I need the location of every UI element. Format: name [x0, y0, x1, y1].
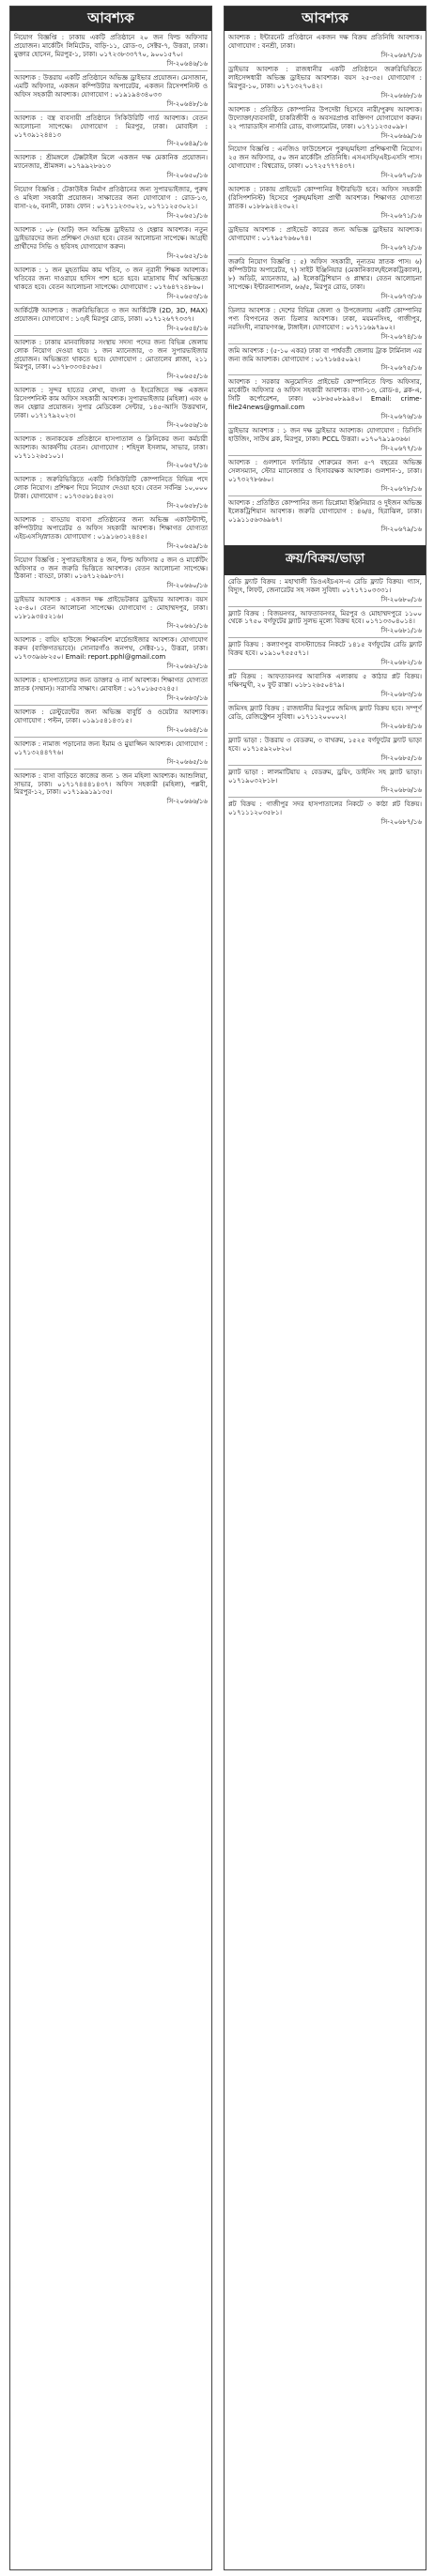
- ad-item: [14, 770, 208, 809]
- ad-item: [228, 575, 422, 607]
- ad-code: সি-২০৬৭৪/১৬: [380, 332, 422, 341]
- ad-text: জরুরি নিয়োগ বিজ্ঞপ্তি : ৫) অফিস সহকারী, নূন্যতম স্নাতক পাস। ৬) কম্পিউটার অপারেটর, ৭) সাইট ইঞ্জিনিয়ার (মেকানিক্যাল/ইলেকট্রিক্যাল), ৮) অডিট, ম্যানেজার, ৯) ইলেকট্রিশিয়ান ও প্লাম্বার। বেতন আলোচনা সাপেক্ষে। ইন্টারন্যাশনাল, ৬৬/৫, মিরপুর রোড, ঢাকা।: [228, 257, 422, 291]
- ad-code: সি-২০৬৬১/১৬: [166, 622, 208, 631]
- ad-item: [228, 638, 422, 670]
- ad-code: সি-২০৬৬৬/১৬: [166, 798, 208, 806]
- ad-code: সি-২০৬৫৬/১৬: [166, 421, 208, 430]
- buy-sell-rent-ad-list: [225, 575, 426, 829]
- ad-item: [14, 706, 208, 738]
- ad-text: আবশ্যক : রেস্টুরেন্টের জন্য অভিজ্ঞ বাবুর্চি ও ওয়েটার আবশ্যক। যোগাযোগ : পল্টন, ঢাকা। ০১৯১৫৪১৪৩১৫।: [14, 708, 208, 724]
- ad-code: সি-২০৬৮৭/১৬: [380, 817, 422, 826]
- ad-item: [228, 734, 422, 766]
- ad-item: [14, 112, 208, 152]
- left-column: [9, 6, 212, 2570]
- ad-item: [14, 738, 208, 770]
- ad-code: সি-২০৬৫৭/১৬: [166, 461, 208, 469]
- ad-text: আবশ্যক : ১ জন মুহতামিম কাম খতিব, ৩ জন নূরানী শিক্ষক আবশ্যক। খতিবের জন্য দাওরায়ে হাদিস পাশ হতে হবে। মাদ্রাসায় দীর্ঘ অভিজ্ঞতা থাকতে হবে। বেতন আলোচনা সাপেক্ষে। যোগাযোগ : ০১৭৬৪৭২৪৮৬০।: [14, 266, 208, 291]
- ad-text: ড্রাইভার আবশ্যক : প্রাইভেট কারের জন্য অভিজ্ঞ ড্রাইভার আবশ্যক। যোগাযোগ : ০১৭৯৫৭৬৬০৭৪।: [228, 226, 422, 243]
- ad-text: আবশ্যক : প্রতিষ্ঠিত কোম্পানির উপদেষ্টা হিসেবে নারী/পুরুষ আবশ্যক। উদ্যোক্তা/ব্যবসায়ী, চাকরিজীবী ও অবসরপ্রাপ্ত ব্যক্তিগণ যোগাযোগ করুন। ২২ প্যারাডাইস নার্সারি রোড, বাংলামোটর, ঢাকা। ০১৭১১২৩৫০৯৮।: [228, 105, 422, 130]
- left-ad-list: [10, 31, 211, 808]
- ad-code: সি-২০৬৬৪/১৬: [166, 725, 208, 734]
- ad-text: আবশ্যক : শ্রীমঙ্গলে টেক্সটাইল মিলে একজন দক্ষ মেকানিক প্রয়োজন। ম্যানেজার, শ্রীমঙ্গল। ০১৭৯৯২৮৬১৩: [14, 154, 208, 171]
- ad-item: [14, 304, 208, 336]
- ad-item: [14, 223, 208, 264]
- ad-text: ডিলার আবশ্যক : দেশের বিভিন্ন জেলা ও উপজেলায় একটি কোম্পানির পণ্য বিপণনের জন্য ডিলার আবশ্যক। ঢাকা, ময়মনসিংহ, গাজীপুর, নরসিংদী, নারায়ণগঞ্জ, টাঙ্গাইল। যোগাযোগ : ০১৭১১৬৯৭৯০২।: [228, 306, 422, 331]
- ad-text: ফ্ল্যাট ভাড়া : উত্তরায় ৩ বেডরুম, ৩ বাথরুম, ১৫২৫ বর্গফুটের ফ্ল্যাট ভাড়া হবে। ০১৭১৫৯২০৮২০।: [228, 736, 422, 753]
- ad-text: ফ্ল্যাট বিক্রয় : কল্যাণপুর বাসস্ট্যান্ডের নিকটে ১৪১৫ বর্গফুটের রেডি ফ্ল্যাট বিক্রয় হবে। ০১৯১০৭৫৫৫৭১।: [228, 641, 422, 658]
- ad-text: আবশ্যক : গুলশানে ফার্নিচার শোরুমের জন্য ৫-৭ বছরের অভিজ্ঞ সেলসম্যান, স্টোর ম্যানেজার ও হিসাবরক্ষক আবশ্যক। গুলশান-১, ঢাকা। ০১৭৩২৭৮৬৬০।: [228, 459, 422, 483]
- ad-code: সি-২০৬৫০/১৬: [166, 172, 208, 180]
- ad-text: ফ্ল্যাট ভাড়া : লালমাটিয়ায় ২ বেডরুম, ড্রয়িং, ডাইনিং সহ ফ্ল্যাট ভাড়া। ০১৭১৯০৩২৮১৮।: [228, 768, 422, 785]
- ad-item: [14, 264, 208, 304]
- ad-item: [228, 183, 422, 223]
- ad-item: [14, 384, 208, 433]
- ad-code: সি-২০৬৮৩/১৬: [380, 691, 422, 699]
- ad-text: নিয়োগ বিজ্ঞপ্তি : ঢাকায় একটি প্রতিষ্ঠানে ২০ জন ফিল্ড অফিসার প্রয়োজন। মার্কেটিং লিমিটেড, বাড়ি-১১, রোড-৩, সেক্টর-৭, উত্তরা, ঢাকা। মুক্তার হোসেন, মিরপুর-১, ঢাকা। ০১৭২৩৮৩৩৭৭০, ৯০০১৫৭০।: [14, 34, 208, 58]
- ad-code: সি-২০৬৫২/১৬: [166, 252, 208, 260]
- ad-code: সি-২০৬৫৩/১৬: [166, 292, 208, 300]
- ad-code: সি-২০৬৭৩/১৬: [380, 292, 422, 300]
- ad-code: সি-২০৬৫৫/১৬: [166, 373, 208, 381]
- ad-item: [228, 766, 422, 798]
- ad-text: ড্রাইভার আবশ্যক : রাজধানীর একটি প্রতিষ্ঠানে জরুরিভিত্তিতে লাইসেন্সধারী অভিজ্ঞ ড্রাইভার আবশ্যক। বয়স ২৫-৩৫। যোগাযোগ : মিরপুর-১০, ঢাকা। ০১৭১৩২৭০৪২।: [228, 65, 422, 90]
- ad-code: সি-২০৬৪৬/১৬: [166, 59, 208, 68]
- ad-code: সি-২০৬৬৫/১৬: [166, 757, 208, 766]
- ad-item: [228, 670, 422, 702]
- ad-item: [14, 554, 208, 594]
- ad-code: সি-২০৬৮২/১৬: [380, 659, 422, 667]
- ad-text: আবশ্যক : সরকার অনুমোদিত প্রাইভেট কোম্পানিতে ফিল্ড অফিসার, মার্কেটিং অফিসার ও অফিস সহকারী আবশ্যক। বাসা-১৩, রোড-৪, ব্লক-এ, সিটি কর্পোরেশন, ঢাকা। ০১৮৬৫০৮৯৯৪০। Email: crime-file24news@gmail.com: [228, 378, 422, 412]
- ad-text: ড্রাইভার আবশ্যক : ১ জন দক্ষ ড্রাইভার আবশ্যক। যোগাযোগ : ডিসিসি হাউজিং, সাউথ ব্লক, মিরপুর, ঢাকা। PCCL উত্তরা। ০১৭০৭৯১৯৩৬৬।: [228, 427, 422, 444]
- ad-item: [14, 183, 208, 223]
- ad-text: আবশ্যক : বায়িং হাউজে শিক্ষানবিশ মার্চেন্ডাইজার আবশ্যক। যোগাযোগ করুন (ব্যক্তিগতভাবে)। সোনারগাঁও জনপথ, সেক্টর-১১, উত্তরা, ঢাকা। ০১৭৩৩৯৬৮২৫০। Email: report.pphl@gmail.com: [14, 636, 208, 662]
- ad-code: সি-২০৬৬৭/১৬: [380, 51, 422, 59]
- ad-item: [228, 798, 422, 829]
- ad-code: সি-২০৬৭৯/১৬: [380, 525, 422, 533]
- ad-code: সি-২০৬৭২/১৬: [380, 244, 422, 252]
- ad-item: [14, 433, 208, 473]
- ad-item: [14, 633, 208, 674]
- ad-code: সি-২০৬৮৬/১৬: [380, 785, 422, 794]
- ad-item: [228, 63, 422, 103]
- ad-text: নিয়োগ বিজ্ঞপ্তি : টেকাউইক নির্মাণ প্রতিষ্ঠানের জন্য সুপারভাইজার, পুরুষ ও মহিলা সহকারী প্রয়োজন। সাক্ষাতের জন্য যোগাযোগ : রোড-১৩, বাসা-২৬, বনানী, ঢাকা। ফোন : ০১৭১১২৩৩০২১, ০১৭১১২৫৩০২১।: [14, 186, 208, 211]
- ad-code: সি-২০৬৭৭/১৬: [380, 445, 422, 453]
- ad-item: [228, 103, 422, 144]
- ad-code: সি-২০৬৭১/১৬: [380, 212, 422, 221]
- right-section-header: আবশ্যক: [225, 7, 426, 31]
- ad-code: সি-২০৬৫১/১৬: [166, 212, 208, 221]
- ad-code: সি-২০৬৮০/১৬: [380, 595, 422, 603]
- ad-item: [14, 593, 208, 633]
- ad-code: সি-২০৬৭৬/১৬: [380, 413, 422, 421]
- buy-sell-rent-header: ক্রয়/বিক্রয়/ভাড়া: [225, 545, 426, 575]
- ad-code: সি-২০৬৫৪/১৬: [166, 324, 208, 332]
- ad-item: [14, 31, 208, 71]
- ad-text: আবশ্যক : ঢাকায় প্রাইভেট কোম্পানির ইন্টারভিউ হবে। অফিস সহকারী (রিসিপশনিস্ট) হিসেবে পুরুষ/মহিলা প্রার্থী আবশ্যক। শিক্ষাগত যোগ্যতা স্নাতক। ০১৮৮৯২৪২৩০২।: [228, 186, 422, 211]
- ad-item: [228, 424, 422, 456]
- ad-text: আবশ্যক : হাসপাতালের জন্য ডাক্তার ও নার্স আবশ্যক। শিক্ষাগত যোগ্যতা স্নাতক (সম্মান)। সরাসরি সাক্ষাৎ। মোবাইল : ০১৭০১৬৫৩২৪৫।: [14, 677, 208, 693]
- ad-code: সি-২০৬৭৫/১৬: [380, 364, 422, 373]
- ad-item: [228, 143, 422, 183]
- ad-text: ফ্ল্যাট বিক্রয় : বিজয়নগর, আফতাবনগর, মিরপুর ও মোহাম্মদপুরে ১১০০ থেকে ১৭৫০ বর্গফুটের ফ্ল্যাট সুলভ মূল্যে বিক্রয় হবে। ০১৭১৩৩০৪০১৪।: [228, 609, 422, 626]
- ad-item: [14, 151, 208, 183]
- ad-code: সি-২০৬৬২/১৬: [166, 663, 208, 671]
- ad-item: [228, 375, 422, 424]
- right-column: [224, 6, 426, 2570]
- ad-text: আবশ্যক : প্রতিষ্ঠিত কোম্পানির জন্য ডিপ্লোমা ইঞ্জিনিয়ার ও দুইজন অভিজ্ঞ ইলেকট্রিশিয়ান আবশ্যক। জরুরি যোগাযোগ : ৪৬/৪, হিরাঝিল, ঢাকা। ০১৯১১৫৬৩৬৯৬৭।: [228, 498, 422, 524]
- ad-code: সি-২০৬৫৮/১৬: [166, 501, 208, 510]
- ad-item: [228, 496, 422, 536]
- ad-text: জমি আবশ্যক : (৫-১০ একর) ঢাকা বা পার্শ্ববর্তী জেলায় ট্রাক টার্মিনাল এর জন্য জমি আবশ্যক। যোগাযোগ : ০১৭১৬৪৫০৯২।: [228, 346, 422, 363]
- ad-code: সি-২০৬৮৫/১৬: [380, 754, 422, 762]
- ad-text: নিয়োগ বিজ্ঞপ্তি : সুপারভাইজার ৪ জন, ফিল্ড অফিসার ৫ জন ও মার্কেটিং অফিসার ৩ জন জরুরি ভিত্তিতে আবশ্যক। বেতন আলোচনা সাপেক্ষে। ঠিকানা : বাড্ডা, ঢাকা। ০১৬৭১২৬৯৮৩৭।: [14, 556, 208, 581]
- ad-text: রেডি ফ্ল্যাট বিক্রয় : মহাখালী ডিওএইচএস-এ রেডি ফ্ল্যাট বিক্রয়। গ্যাস, বিদ্যুৎ, লিফট, জেনারেটর সহ সকল সুবিধা। ০১৭১৭১০৩৩৩১।: [228, 577, 422, 594]
- ad-code: সি-২০৬৪৯/১৬: [166, 140, 208, 148]
- ad-text: আবশ্যক : উত্তরায় একটি প্রতিষ্ঠানে অভিজ্ঞ ড্রাইভার প্রয়োজন। মেসাজান, এমটি অফিসার, একজন কম্পিউটার অপারেটর, একজন রিসেপশনিস্ট ও অফিস সহকারী আবশ্যক। যোগাযোগ : ০১৯১৯৪৩৪০৩৩: [14, 73, 208, 99]
- ad-text: নিয়োগ বিজ্ঞপ্তি : এনজিও ফাউন্ডেশনে পুরুষ/মহিলা প্রশিক্ষণার্থী নিয়োগ। ২৫ জন অফিসার, ৫০ জন মার্কেটিং প্রতিনিধি। এসএসসি/এইচএসসি পাস। যোগাযোগ : বিশ্বরোড, ঢাকা। ০১৭২৫৭৭৭৪৩৭।: [228, 145, 422, 171]
- ad-item: [14, 674, 208, 706]
- ad-item: [228, 456, 422, 496]
- ad-code: সি-২০৬৮৪/১৬: [380, 723, 422, 730]
- ad-text: প্লট বিক্রয় : আফতাবনগর আবাসিক এলাকায় ৫ কাঠার প্লট বিক্রয়। দক্ষিণমুখী, ২০ ফুট রাস্তা। ০১৮১২৬৫০৪৭৯।: [228, 673, 422, 690]
- ad-item: [228, 304, 422, 344]
- ad-text: আবশ্যক : জরুরিভিত্তিতে একটি সিকিউরিটি কোম্পানিতে বিভিন্ন পদে লোক নিয়োগ। প্রশিক্ষণ দিয়ে নিয়োগ দেওয়া হবে। বেতন সর্বনিম্ন ১০,০০০ টাকা। যোগাযোগ : ০১৭৩৫৬১৪৫২৩।: [14, 475, 208, 500]
- right-ad-list: [225, 31, 426, 536]
- ad-item: [14, 513, 208, 554]
- ad-code: সি-২০৬৬৩/১৬: [166, 694, 208, 702]
- ad-item: [14, 473, 208, 513]
- ad-text: আর্কিটেক্ট আবশ্যক : জরুরিভিত্তিতে ৩ জন আর্কিটেক্ট (2D, 3D, MAX) প্রয়োজন। যোগাযোগ : ১৩/ই মিরপুর রোড, ঢাকা। ০১৭১২৬৭৭৩৩৭।: [14, 306, 208, 323]
- ad-item: [228, 607, 422, 639]
- ad-code: সি-২০৬৭০/১৬: [380, 172, 422, 180]
- ad-text: আবশ্যক : জনাকয়েক প্রতিষ্ঠানে হাসপাতাল ও ক্লিনিকের জন্য কর্মচারী আবশ্যক। আকর্ষণীয় বেতন। যোগাযোগ : শহিদুল ইসলাম, সাভার, ঢাকা। ০১৭১১২৬৫১০১।: [14, 435, 208, 461]
- ad-item: [14, 336, 208, 385]
- ad-item: [14, 71, 208, 112]
- ad-item: [228, 255, 422, 304]
- ad-code: সি-২০৬৮১/১৬: [380, 627, 422, 635]
- ad-code: সি-২০৬৬৮/১৬: [380, 91, 422, 99]
- ad-text: আবশ্যক : নামাজ পড়ানোর জন্য ইমাম ও মুয়াজ্জিন আবশ্যক। যোগাযোগ : ০১৭১৩২৪৪৭৭৬।: [14, 739, 208, 756]
- ad-code: সি-২০৬৫৯/১৬: [166, 541, 208, 550]
- ad-text: আবশ্যক : বস্ত্র ব্যবসায়ী প্রতিষ্ঠানে সিকিউরিটি গার্ড আবশ্যক। বেতন আলোচনা সাপেক্ষে। যোগাযোগ : মিরপুর, ঢাকা। মোবাইল : ০১৭৩৯১২৪৪১৩: [14, 114, 208, 139]
- ad-text: আবশ্যক : বাড্ডায় ব্যবসা প্রতিষ্ঠানের জন্য অভিজ্ঞ একাউন্ট্যান্ট, কম্পিউটার অপারেটর ও অফিস সহকারী আবশ্যক। শিক্ষাগত যোগ্যতা এইচএসসি/স্নাতক। যোগাযোগ : ০১৯১৬৩১২৪৪৫।: [14, 515, 208, 541]
- ad-code: সি-২০৬৪৮/১৬: [166, 99, 208, 108]
- ad-item: [228, 702, 422, 734]
- ad-text: আবশ্যক : বাসা বাড়িতে কাজের জন্য ১ জন মহিলা আবশ্যক। আশুলিয়া, সাভার, ঢাকা। ০১৭১৭৪৪৪১৪৩৭। অফিস সহকারী (মহিলা), পল্লবী, মিরপুর-১২, ঢাকা। ০১৭১৯৯১৯১৩৫।: [14, 771, 208, 797]
- ad-item: [228, 31, 422, 63]
- ad-code: সি-২০৬৬৯/১৬: [380, 131, 422, 140]
- ad-item: [228, 223, 422, 255]
- ad-text: প্লট বিক্রয় : গাজীপুর সদর হাসপাতালের নিকটে ৩ কাঠা প্লট বিক্রয়। ০১৭১১১২০৩৫৮১।: [228, 800, 422, 816]
- ad-code: সি-২০৬৬০/১৬: [166, 582, 208, 590]
- ad-item: [228, 344, 422, 376]
- ad-text: আবশ্যক : সুন্দর হাতের লেখা, বাংলা ও ইংরেজিতে দক্ষ একজন রিসেপশনিস্ট কাম অফিস সহকারী আবশ্যক। সুপারভাইজার (মহিলা) এবং ৬ জন হেল্পার প্রয়োজন। সুপার মেডিকেল সেন্টার, ১৪৫-আসি উত্তরখান, ঢাকা। ০১৭১৭৯২০২৩।: [14, 387, 208, 420]
- ad-text: আবশ্যক : ঢাকায় মানবাধিকার সংস্থায় সদস্য পদের জন্য বিভিন্ন জেলায় লোক নিয়োগ দেওয়া হবে। ১ জন ম্যানেজার, ৩ জন সুপারভাইজার প্রয়োজন। অভিজ্ঞতা থাকতে হবে। যোগাযোগ : মোতালেব প্লাজা, ২১১ মিরপুর, ঢাকা। ০১৭৮৩৩৩৪৫৬৫।: [14, 338, 208, 372]
- ad-text: জমিসহ ফ্ল্যাট বিক্রয় : রাজধানীর মিরপুরে জমিসহ ফ্ল্যাট বিক্রয় হবে। সম্পূর্ণ রেডি, রেজিস্ট্রেশন সুবিধা। ০১৭১১২০০০০২।: [228, 705, 422, 722]
- ad-text: ড্রাইভার আবশ্যক : একজন দক্ষ প্রাইভেটকার ড্রাইভার আবশ্যক। বয়স ২৫-৪০। বেতন আলোচনা সাপেক্ষে। যোগাযোগ : মোহাম্মদপুর, ঢাকা। ০১৮১৯৩৪৫২১৬।: [14, 596, 208, 621]
- ad-text: আবশ্যক : ০৮ (আট) জন অভিজ্ঞ ড্রাইভার ও হেল্পার আবশ্যক। নতুন ড্রাইভারদের জন্য প্রশিক্ষণ দেওয়া হবে। বেতন আলোচনা সাপেক্ষে। আগ্রহী প্রার্থীদের সিভি ও ছবিসহ যোগাযোগ করুন।: [14, 226, 208, 252]
- left-section-header: আবশ্যক: [10, 7, 211, 31]
- ad-text: আবশ্যক : ইন্টারনেট প্রতিষ্ঠানে একজন দক্ষ বিক্রয় প্রতিনিধি আবশ্যক। যোগাযোগ : বনশ্রী, ঢাকা।: [228, 34, 422, 50]
- ad-code: সি-২০৬৭৮/১৬: [380, 484, 422, 493]
